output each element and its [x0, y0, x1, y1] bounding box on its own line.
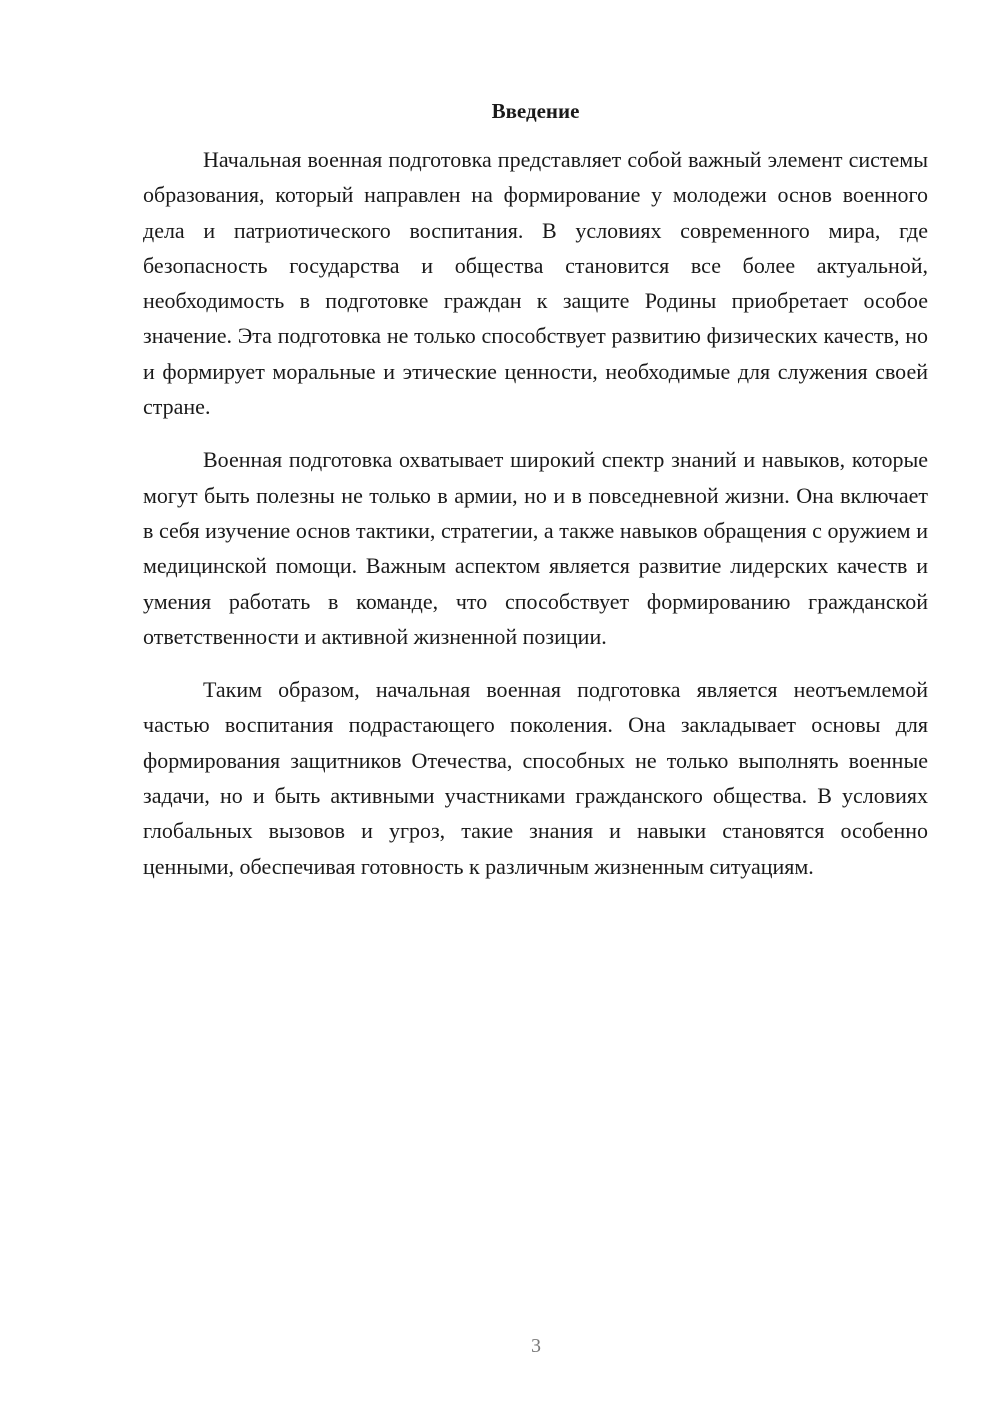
paragraph-3: Таким образом, начальная военная подготовка является неотъемлемой частью воспитания подрастающего поколения. Она закладывает основы для формирования защитников Отечества, способных не только выполнять военные задачи, но и быть активными участниками гражданского общества. В условиях глобальных вызовов и угроз, такие знания и навыки становятся особенно ценными, обеспечивая готовность к различным жизненным ситуациям. — [143, 677, 928, 879]
body-text — [143, 142, 928, 902]
page-title: Введение — [491, 99, 580, 123]
paragraph-2: Военная подготовка охватывает широкий спектр знаний и навыков, которые могут быть полезны не только в армии, но и в повседневной жизни. Она включает в себя изучение основ тактики, стратегии, а также навыков обращения с оружием и медицинской помощи. Важным аспектом является развитие лидерских качеств и умения работать в команде, что способствует формированию гражданской ответственности и активной жизненной позиции. — [143, 447, 928, 649]
paragraph-1: Начальная военная подготовка представляет собой важный элемент системы образования, который направлен на формирование у молодежи основ военного дела и патриотического воспитания. В условиях современного мира, где безопасность государства и общества становится все более актуальной, необходимость в подготовке граждан к защите Родины приобретает особое значение. Эта подготовка не только способствует развитию физических качеств, но и формирует моральные и этические ценности, необходимые для служения своей стране. — [143, 147, 928, 420]
page-number: 3 — [531, 1335, 541, 1357]
